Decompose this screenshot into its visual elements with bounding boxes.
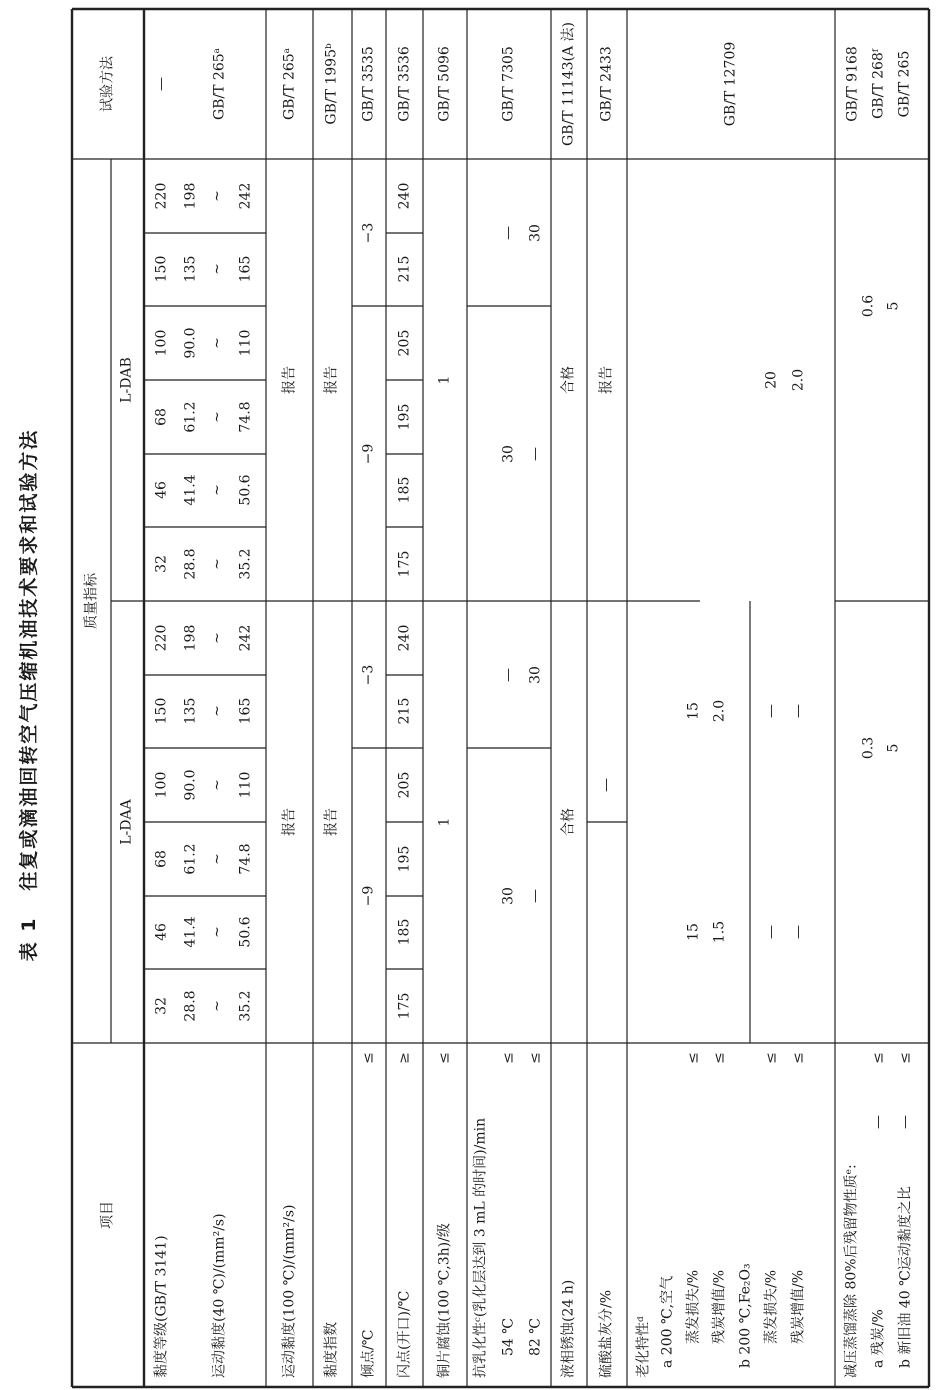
grade-dab-220: 220 (153, 182, 170, 210)
flash-value: 195 (396, 403, 413, 431)
ash-daa: — (598, 778, 615, 792)
rust-label: 液相锈蚀(24 h) (560, 1279, 577, 1378)
kv40-low: 90.0 (182, 327, 199, 359)
grade-dab-32: 32 (153, 555, 170, 573)
kv40-tilde: ~ (209, 1000, 226, 1012)
kv40-high: 74.8 (237, 401, 254, 433)
aging-a-label: a 200 ℃,空气 (659, 1275, 676, 1368)
rust-daa: 合格 (560, 808, 577, 836)
demuls-54-label: 54 ℃ (500, 1318, 517, 1356)
kv40-high: 110 (237, 329, 254, 357)
copper-label: 铜片腐蚀(100 ℃,3h)/级 (436, 1223, 453, 1378)
kv40-tilde: ~ (209, 484, 226, 496)
table-caption: 表 1 往复或滴油回转空气压缩机油技术要求和试验方法 (18, 428, 40, 962)
rust-dab: 合格 (560, 366, 577, 394)
kv40-high: 110 (237, 771, 254, 799)
kv40-high: 50.6 (237, 474, 254, 506)
grade-daa-32: 32 (153, 997, 170, 1015)
kv100-dab: 报告 (281, 366, 298, 394)
kv40-tilde: ~ (209, 926, 226, 938)
residue-dab-b: 5 (885, 301, 902, 311)
aging-a-evap-high: 15 (685, 702, 702, 720)
flash-value: 175 (396, 992, 413, 1020)
header-item: 项目 (99, 1201, 116, 1229)
ash-dab: 报告 (598, 366, 615, 394)
kv40-high: 165 (237, 255, 254, 283)
demuls-82-label: 82 ℃ (527, 1318, 544, 1356)
demuls-82-sign: ≤ (527, 1052, 544, 1064)
aging-b-label: b 200 ℃,Fe₂O₃ (737, 1263, 754, 1368)
grade-daa-68: 68 (153, 850, 170, 868)
kv40-low: 90.0 (182, 769, 199, 801)
flash-value: 195 (396, 845, 413, 873)
aging-b-evap-low-dash: — (763, 925, 780, 939)
demuls-daa-low-54: 30 (500, 887, 517, 905)
flash-value: 240 (396, 182, 413, 210)
copper-sign: ≤ (436, 1052, 453, 1064)
kv40-low: 61.2 (182, 401, 199, 433)
kv40-low: 198 (182, 182, 199, 210)
rust-method: GB/T 11143(A 法) (560, 22, 577, 146)
kv40-tilde: ~ (209, 558, 226, 570)
residue-b-label: b 新旧油 40 ℃运动黏度之比 (897, 1186, 914, 1368)
aging-a-carbon-high: 2.0 (711, 699, 728, 723)
header-quality: 质量指标 (83, 573, 100, 629)
header-group-dab: L-DAB (118, 357, 135, 403)
kv40-low: 41.4 (182, 474, 199, 506)
kv40-high: 74.8 (237, 843, 254, 875)
demuls-dab-low-82: — (527, 447, 544, 461)
kv40-tilde: ~ (209, 705, 226, 717)
residue-daa-a: 0.3 (860, 736, 877, 760)
residue-method-b: GB/T 268ᶠ (870, 49, 887, 119)
copper-daa: 1 (436, 817, 453, 827)
ash-method: GB/T 2433 (598, 46, 615, 122)
kv100-label: 运动黏度(100 ℃)/(mm²/s) (281, 1204, 298, 1378)
kv40-high: 165 (237, 697, 254, 725)
flash-value: 215 (396, 255, 413, 283)
grade-label: 黏度等级(GB/T 3141) (153, 1235, 170, 1378)
flash-label: 闪点(开口)/℃ (396, 1290, 413, 1378)
aging-b-evap-label: 蒸发损失/% (763, 1269, 780, 1344)
demuls-daa-low-82: — (527, 889, 544, 903)
copper-dab: 1 (436, 375, 453, 385)
kv100-daa: 报告 (281, 808, 298, 836)
flash-value: 175 (396, 550, 413, 578)
demuls-dab-high-54: — (500, 226, 517, 240)
kv40-low: 61.2 (182, 843, 199, 875)
aging-a-evap-label: 蒸发损失/% (685, 1269, 702, 1344)
residue-a-dash: — (870, 1115, 887, 1129)
pour-dab-high: −3 (360, 222, 377, 244)
aging-dab-carbon: 2.0 (790, 368, 807, 392)
aging-b-carbon-high-dash: — (790, 704, 807, 718)
kv40-low: 135 (182, 255, 199, 283)
grade-dab-46: 46 (153, 481, 170, 499)
demuls-54-sign: ≤ (500, 1052, 517, 1064)
aging-method: GB/T 12709 (722, 41, 739, 127)
residue-a-sign: ≤ (870, 1052, 887, 1064)
residue-dab-a: 0.6 (860, 294, 877, 318)
kv40-tilde: ~ (209, 190, 226, 202)
kv40-high: 35.2 (237, 990, 254, 1022)
ash-label: 硫酸盐灰分/% (598, 1289, 615, 1378)
grade-daa-150: 150 (153, 697, 170, 725)
flash-value: 215 (396, 697, 413, 725)
kv40-tilde: ~ (209, 263, 226, 275)
demuls-daa-high-54: — (500, 668, 517, 682)
kv40-low: 28.8 (182, 990, 199, 1022)
vi-dab: 报告 (323, 366, 340, 394)
residue-a-label: a 残炭/% (870, 1309, 887, 1368)
grade-dab-150: 150 (153, 255, 170, 283)
residue-method-c: GB/T 265 (896, 50, 913, 118)
aging-a-evap-low: 15 (685, 923, 702, 941)
kv40-tilde: ~ (209, 779, 226, 791)
flash-value: 205 (396, 329, 413, 357)
pour-daa-low: −9 (360, 885, 377, 907)
vi-method: GB/T 1995ᵇ (323, 43, 340, 125)
kv100-method: GB/T 265ᵃ (281, 47, 298, 121)
flash-value: 185 (396, 476, 413, 504)
kv40-low: 28.8 (182, 548, 199, 580)
aging-a-carbon-low: 1.5 (711, 920, 728, 944)
kv40-high: 35.2 (237, 548, 254, 580)
aging-b-carbon-low-dash: — (790, 925, 807, 939)
vi-label: 黏度指数 (323, 1322, 340, 1378)
demuls-dab-high-82: 30 (527, 224, 544, 242)
residue-method-a: GB/T 9168 (844, 46, 861, 122)
kv40-tilde: ~ (209, 853, 226, 865)
demuls-method: GB/T 7305 (500, 46, 517, 122)
pour-dab-low: −9 (360, 443, 377, 465)
aging-a-carbon-sign: ≤ (711, 1052, 728, 1064)
grade-daa-100: 100 (153, 771, 170, 799)
aging-a-evap-sign: ≤ (685, 1052, 702, 1064)
kv40-low: 135 (182, 697, 199, 725)
flash-method: GB/T 3536 (396, 46, 413, 122)
residue-daa-b: 5 (885, 743, 902, 753)
pour-method: GB/T 3535 (360, 46, 377, 122)
grade-daa-46: 46 (153, 923, 170, 941)
pour-label: 倾点/℃ (360, 1329, 377, 1378)
residue-b-dash: — (897, 1115, 914, 1129)
kv40-tilde: ~ (209, 337, 226, 349)
kv40-label: 运动黏度(40 ℃)/(mm²/s) (211, 1213, 228, 1378)
vi-daa: 报告 (323, 808, 340, 836)
aging-b-evap-high-dash: — (763, 704, 780, 718)
kv40-method: GB/T 265ᵃ (211, 47, 228, 121)
grade-dab-100: 100 (153, 329, 170, 357)
residue-label: 减压蒸馏蒸除 80%后残留物性质ᵉ: (843, 1164, 860, 1378)
aging-b-carbon-sign: ≤ (790, 1052, 807, 1064)
flash-value: 205 (396, 771, 413, 799)
aging-dab-evap: 20 (763, 371, 780, 389)
flash-sign: ≥ (396, 1052, 413, 1064)
pour-daa-high: −3 (360, 664, 377, 686)
header-group-daa: L-DAA (118, 799, 135, 845)
demuls-daa-high-82: 30 (527, 666, 544, 684)
kv40-high: 50.6 (237, 916, 254, 948)
grade-daa-220: 220 (153, 624, 170, 652)
pour-sign: ≤ (360, 1052, 377, 1064)
kv40-low: 198 (182, 624, 199, 652)
kv40-tilde: ~ (209, 632, 226, 644)
aging-label: 老化特性ᵈ (635, 1316, 652, 1378)
grade-method: — (153, 77, 170, 91)
demuls-label: 抗乳化性ᶜ(乳化层达到 3 mL 的时间)/min (472, 1117, 489, 1378)
copper-method: GB/T 5096 (436, 46, 453, 122)
header-method: 试验方法 (99, 56, 116, 112)
kv40-high: 242 (237, 624, 254, 652)
kv40-high: 242 (237, 182, 254, 210)
aging-a-carbon-label: 残炭增值/% (711, 1269, 728, 1344)
kv40-low: 41.4 (182, 916, 199, 948)
demuls-dab-low-54: 30 (500, 445, 517, 463)
aging-b-carbon-label: 残炭增值/% (790, 1269, 807, 1344)
flash-value: 240 (396, 624, 413, 652)
flash-value: 185 (396, 918, 413, 946)
kv40-tilde: ~ (209, 411, 226, 423)
aging-b-evap-sign: ≤ (763, 1052, 780, 1064)
residue-b-sign: ≤ (897, 1052, 914, 1064)
grade-dab-68: 68 (153, 408, 170, 426)
